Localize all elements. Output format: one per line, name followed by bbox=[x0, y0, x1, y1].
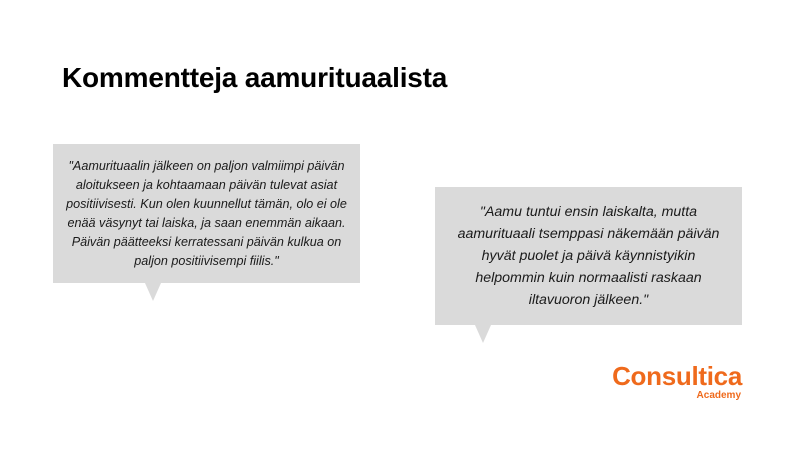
comment-bubble-2 bbox=[435, 187, 742, 325]
comment-quote-1: "Aamurituaalin jälkeen on paljon valmiimpi päivän aloitukseen ja kohtaamaan päivän tulevat asiat positiivisesti. Kun olen kuunnellut tämän, olo ei ole enää väsynyt tai laiska, ja saan enemmän aikaan. Päivän päätteeksi kerratessani päivän kulkua on paljon positiivisempi fiilis." bbox=[66, 158, 347, 268]
logo-name: Consultica bbox=[612, 361, 742, 391]
logo-subtitle: Academy bbox=[696, 390, 741, 401]
comment-quote-2: "Aamu tuntui ensin laiskalta, mutta aamurituaali tsemppasi näkemään päivän hyvät puolet ja päivä käynnistyikin helpommin kuin normaalisti raskaan iltavuoron jälkeen." bbox=[457, 204, 720, 308]
consultica-logo bbox=[590, 362, 742, 401]
comment-bubble-1 bbox=[53, 144, 360, 283]
slide-title: Kommentteja aamurituaalista bbox=[62, 62, 448, 93]
